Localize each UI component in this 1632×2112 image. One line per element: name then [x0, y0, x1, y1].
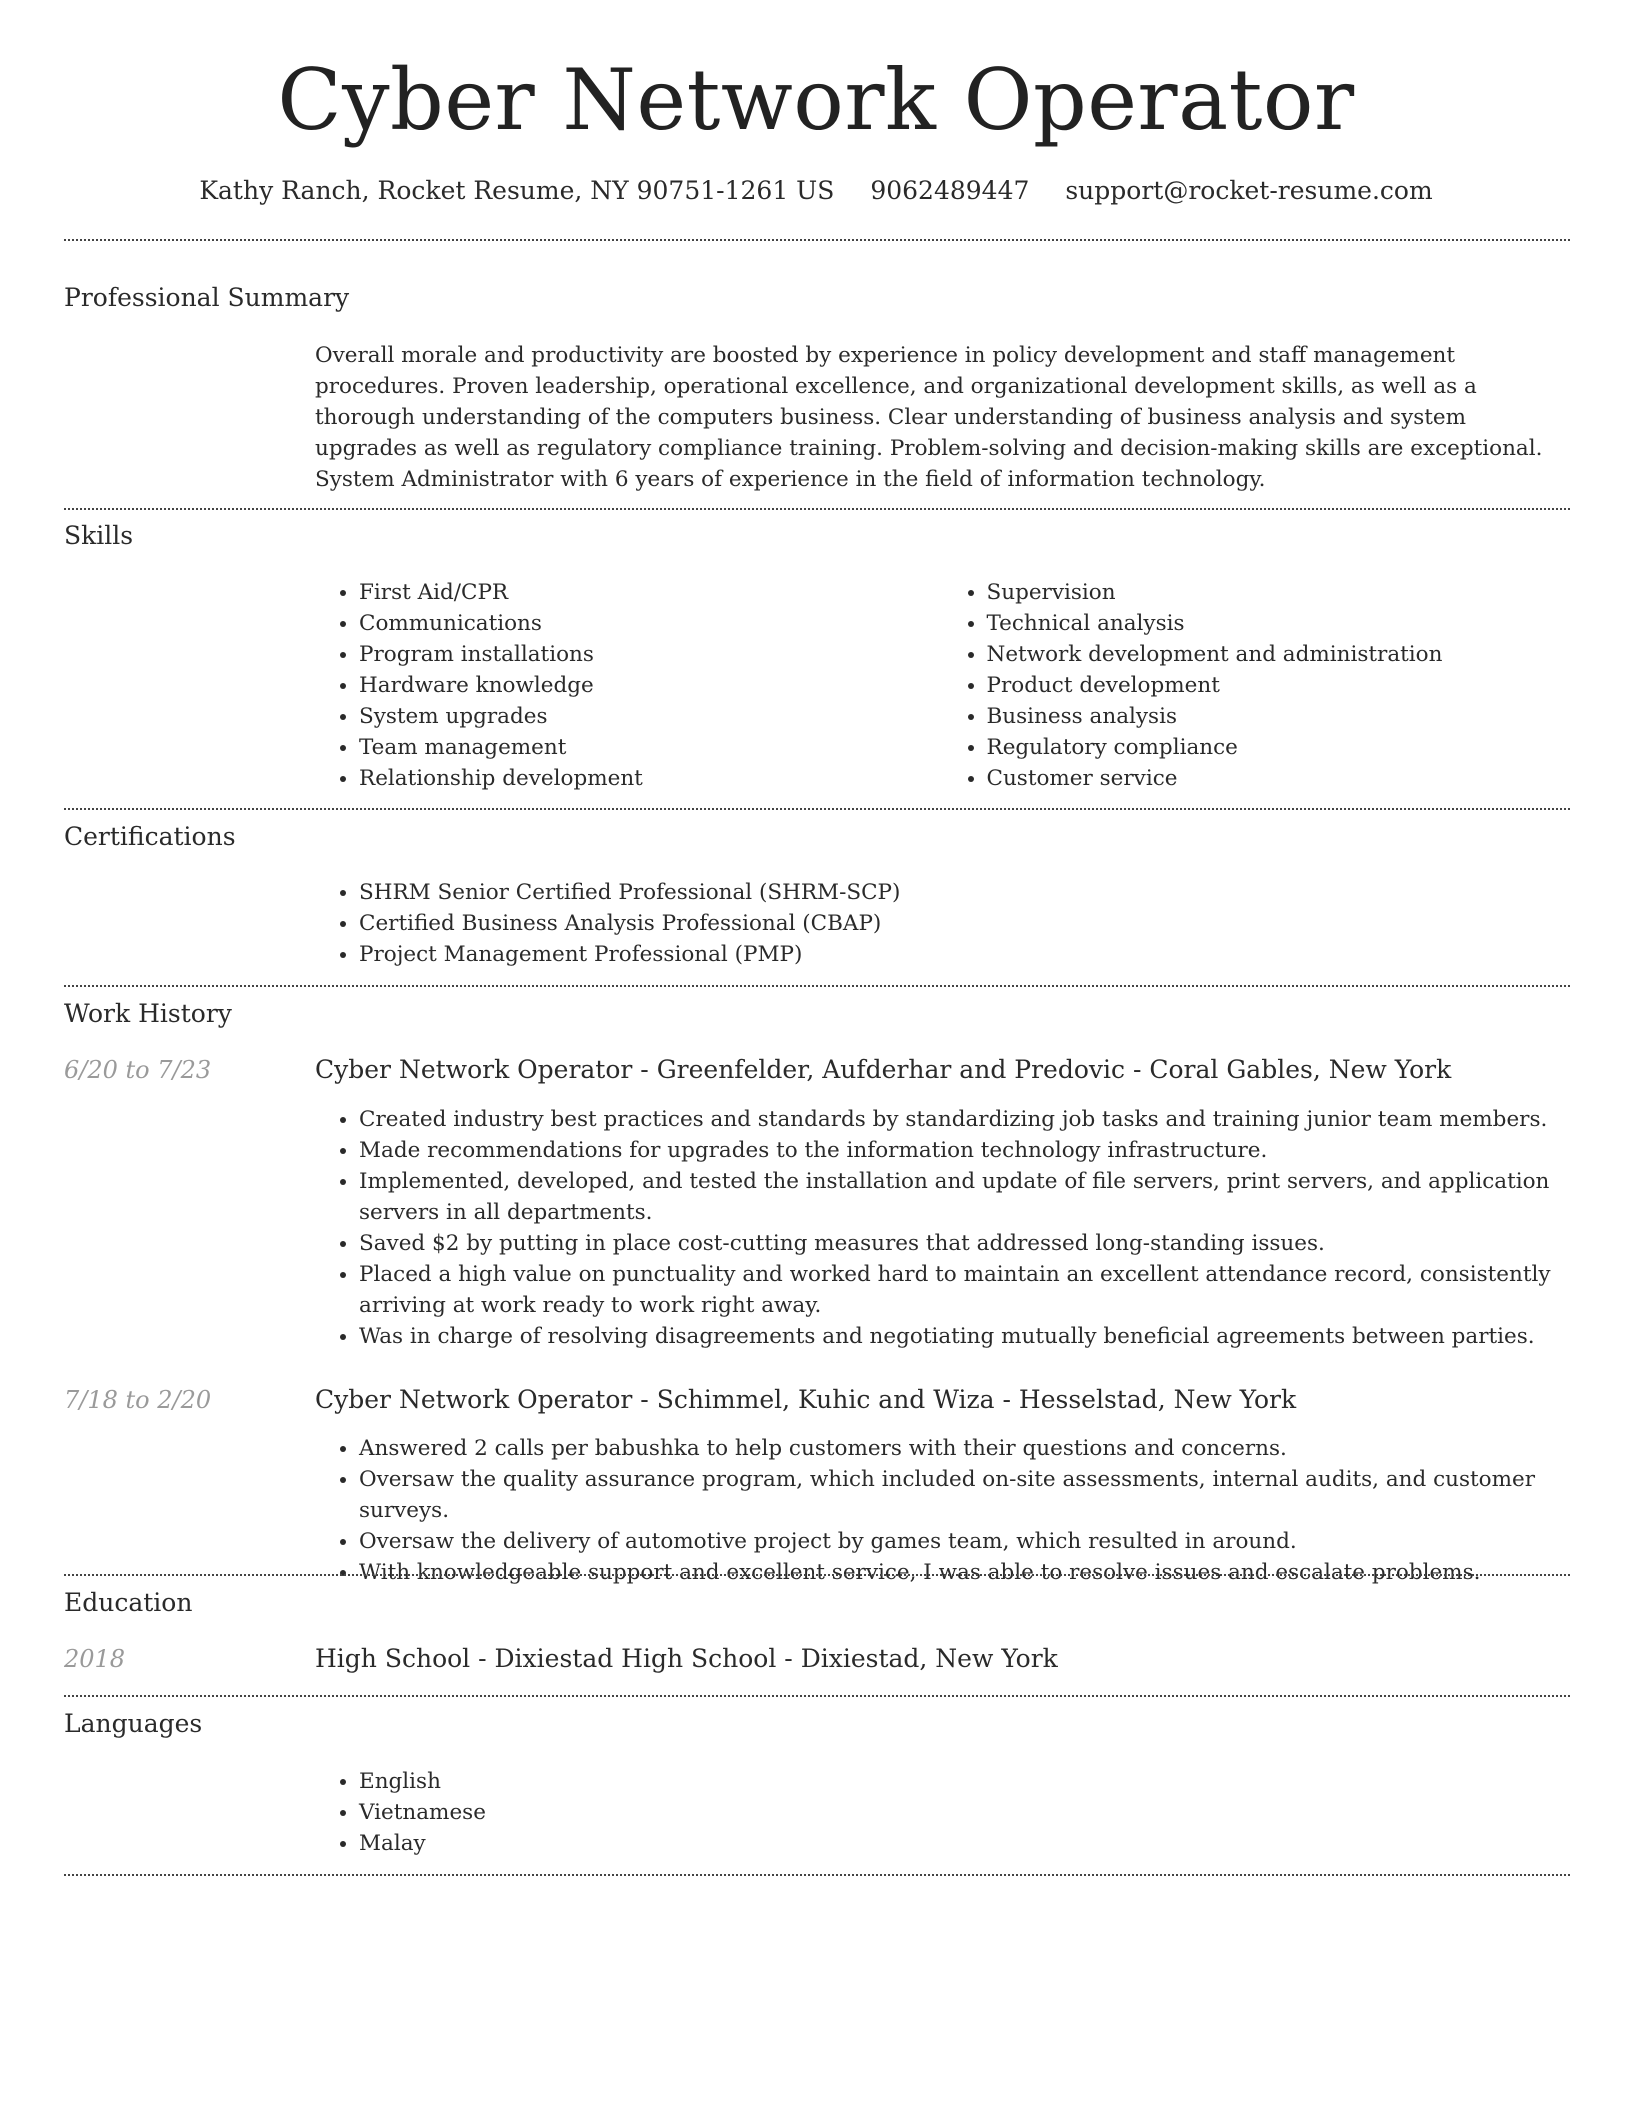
- skill-item: • Regulatory compliance: [987, 732, 1571, 763]
- languages-title: Languages: [64, 1709, 203, 1738]
- job-bullet: • Placed a high value on punctuality and worked hard to maintain an excellent attendance record, consistently arriving at work ready to work right away.: [359, 1259, 1570, 1321]
- section-divider: [64, 985, 1570, 987]
- certifications-title: Certifications: [64, 822, 236, 851]
- skill-item: • Supervision: [987, 577, 1571, 608]
- skill-item: • Customer service: [987, 763, 1571, 794]
- skill-item: • Network development and administration: [987, 639, 1571, 670]
- job-bullet: • Implemented, developed, and tested the installation and update of file servers, print servers, and application servers in all departments.: [359, 1166, 1570, 1228]
- job-bullet: • Oversaw the quality assurance program, which included on-site assessments, internal audits, and customer surveys.: [359, 1464, 1570, 1526]
- job-bullet: • Was in charge of resolving disagreements and negotiating mutually beneficial agreements between parties.: [359, 1321, 1570, 1352]
- education-heading: High School - Dixiestad High School - Dixiestad, New York: [315, 1644, 1058, 1673]
- job-bullet: • Oversaw the delivery of automotive project by games team, which resulted in around.: [359, 1526, 1570, 1557]
- section-divider: [64, 1695, 1570, 1697]
- job-bullets: [315, 1433, 1570, 1588]
- contact-phone: 9062489447: [870, 176, 1030, 205]
- language-item: • English: [359, 1766, 1570, 1797]
- candidate-name: Cyber Network Operator: [277, 51, 1355, 149]
- skills-columns: [315, 577, 1570, 794]
- job-bullet: • Saved $2 by putting in place cost-cutting measures that addressed long-standing issues.: [359, 1228, 1570, 1259]
- language-item: • Malay: [359, 1828, 1570, 1859]
- summary-text: Overall morale and productivity are boosted by experience in policy development and staff management procedures. Proven leadership, operational excellence, and organizational development skills, as well as a thorough understanding of the computers business. Clear understanding of business analysis and system upgrades as well as regulatory compliance training. Problem-solving and decision-making skills are exceptional. System Administrator with 6 years of experience in the field of information technology.: [315, 343, 1543, 492]
- skill-item: • Technical analysis: [987, 608, 1571, 639]
- job-dates: 6/20 to 7/23: [64, 1056, 212, 1084]
- certification-item: • Project Management Professional (PMP): [359, 939, 1570, 970]
- certification-item: • SHRM Senior Certified Professional (SHRM-SCP): [359, 877, 1570, 908]
- resume-header: [0, 52, 1632, 208]
- job-bullets: [315, 1104, 1570, 1352]
- job-bullet-list: [315, 1104, 1570, 1352]
- summary-title: Professional Summary: [64, 283, 350, 312]
- job-bullet: • With knowledgeable support and excellent service, I was able to resolve issues and escalate problems.: [359, 1557, 1570, 1588]
- work-history-title: Work History: [64, 999, 232, 1028]
- language-item: • Vietnamese: [359, 1797, 1570, 1828]
- skill-item: • Program installations: [359, 639, 943, 670]
- job-bullet: • Created industry best practices and standards by standardizing job tasks and training junior team members.: [359, 1104, 1570, 1135]
- skill-item: • Product development: [987, 670, 1571, 701]
- skill-item: • Hardware knowledge: [359, 670, 943, 701]
- skills-list-right: [943, 577, 1571, 794]
- skills-list-left: [315, 577, 943, 794]
- skill-item: • System upgrades: [359, 701, 943, 732]
- languages-list: [315, 1766, 1570, 1859]
- certification-item: • Certified Business Analysis Professional (CBAP): [359, 908, 1570, 939]
- skill-item: • First Aid/CPR: [359, 577, 943, 608]
- job-bullet-list: [315, 1433, 1570, 1588]
- skills-title: Skills: [64, 521, 134, 550]
- skill-item: • Team management: [359, 732, 943, 763]
- certifications-list: [315, 877, 1570, 970]
- section-divider: [64, 508, 1570, 510]
- certifications-list-wrap: [315, 877, 1570, 970]
- skill-item: • Business analysis: [987, 701, 1571, 732]
- languages-list-wrap: [315, 1766, 1570, 1859]
- job-heading: Cyber Network Operator - Greenfelder, Aufderhar and Predovic - Coral Gables, New York: [315, 1055, 1452, 1084]
- section-divider: [64, 239, 1570, 241]
- education-year: 2018: [64, 1645, 126, 1673]
- skill-item: • Relationship development: [359, 763, 943, 794]
- skill-item: • Communications: [359, 608, 943, 639]
- job-dates: 7/18 to 2/20: [64, 1386, 212, 1414]
- section-divider: [64, 808, 1570, 810]
- contact-address: Kathy Ranch, Rocket Resume, NY 90751-1261 US: [199, 176, 835, 205]
- job-bullet: • Answered 2 calls per babushka to help customers with their questions and concerns.: [359, 1433, 1570, 1464]
- job-bullet: • Made recommendations for upgrades to the information technology infrastructure.: [359, 1135, 1570, 1166]
- contact-email: support@rocket-resume.com: [1065, 176, 1433, 205]
- section-divider: [64, 1874, 1570, 1876]
- job-heading: Cyber Network Operator - Schimmel, Kuhic and Wiza - Hesselstad, New York: [315, 1385, 1297, 1414]
- section-divider: [64, 1574, 1570, 1576]
- education-title: Education: [64, 1588, 193, 1617]
- contact-line: [0, 174, 1632, 208]
